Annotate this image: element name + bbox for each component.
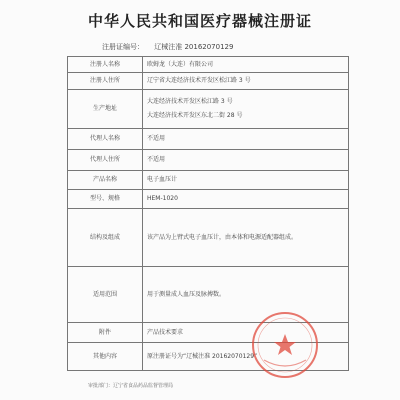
registrant-address-label: 注册人住所	[68, 73, 143, 90]
structure-label: 结构及组成	[68, 209, 143, 267]
scope-label: 适用范围	[68, 267, 143, 323]
production-address-label: 生产地址	[68, 90, 143, 129]
product-name-value: 电子血压计	[143, 171, 349, 190]
registration-number-value: 辽械注准 20162070129	[154, 43, 234, 51]
registration-number-label: 注册证编号：	[102, 43, 144, 51]
official-seal-icon	[250, 310, 320, 380]
registrant-name-value: 欧姆龙（大连）有限公司	[143, 57, 349, 73]
registrant-address-value: 辽宁省大连经济技术开发区松江路 3 号	[143, 73, 349, 90]
production-address-value	[143, 90, 349, 129]
document-title: 中华人民共和国医疗器械注册证	[87, 12, 312, 30]
registration-number-line	[102, 42, 233, 52]
table-row	[68, 57, 349, 73]
table-row	[68, 171, 349, 190]
attachment-label: 附件	[68, 323, 143, 343]
agent-address-value: 不适用	[143, 150, 349, 171]
remarks-label: 其他内容	[68, 343, 143, 371]
product-name-label: 产品名称	[68, 171, 143, 190]
attachment-value: 产品技术要求	[143, 323, 349, 343]
table-row	[68, 73, 349, 90]
model-value: HEM-1020	[143, 190, 349, 209]
structure-value: 该产品为上臂式电子血压计，由本体和电源适配器组成。	[143, 209, 349, 267]
table-row	[68, 90, 349, 129]
remarks-value: 原注册证号为“辽械注准 20162070129”	[143, 343, 349, 371]
table-row	[68, 190, 349, 209]
agent-name-label: 代理人名称	[68, 129, 143, 150]
production-address-line-1: 大连经济技术开发区松江路 3 号	[147, 98, 233, 105]
production-address-line-2: 大连经济技术开发区东北二街 28 号	[147, 112, 243, 119]
agent-name-value: 不适用	[143, 129, 349, 150]
table-row	[68, 209, 349, 267]
table-row	[68, 150, 349, 171]
scope-value: 用于测量成人血压及脉搏数。	[143, 267, 349, 323]
agent-address-label: 代理人住所	[68, 150, 143, 171]
registrant-name-label: 注册人名称	[68, 57, 143, 73]
table-row	[68, 129, 349, 150]
issuing-authority-footer: 审批部门：辽宁省食品药品监督管理局	[88, 383, 174, 389]
model-label: 型号、规格	[68, 190, 143, 209]
